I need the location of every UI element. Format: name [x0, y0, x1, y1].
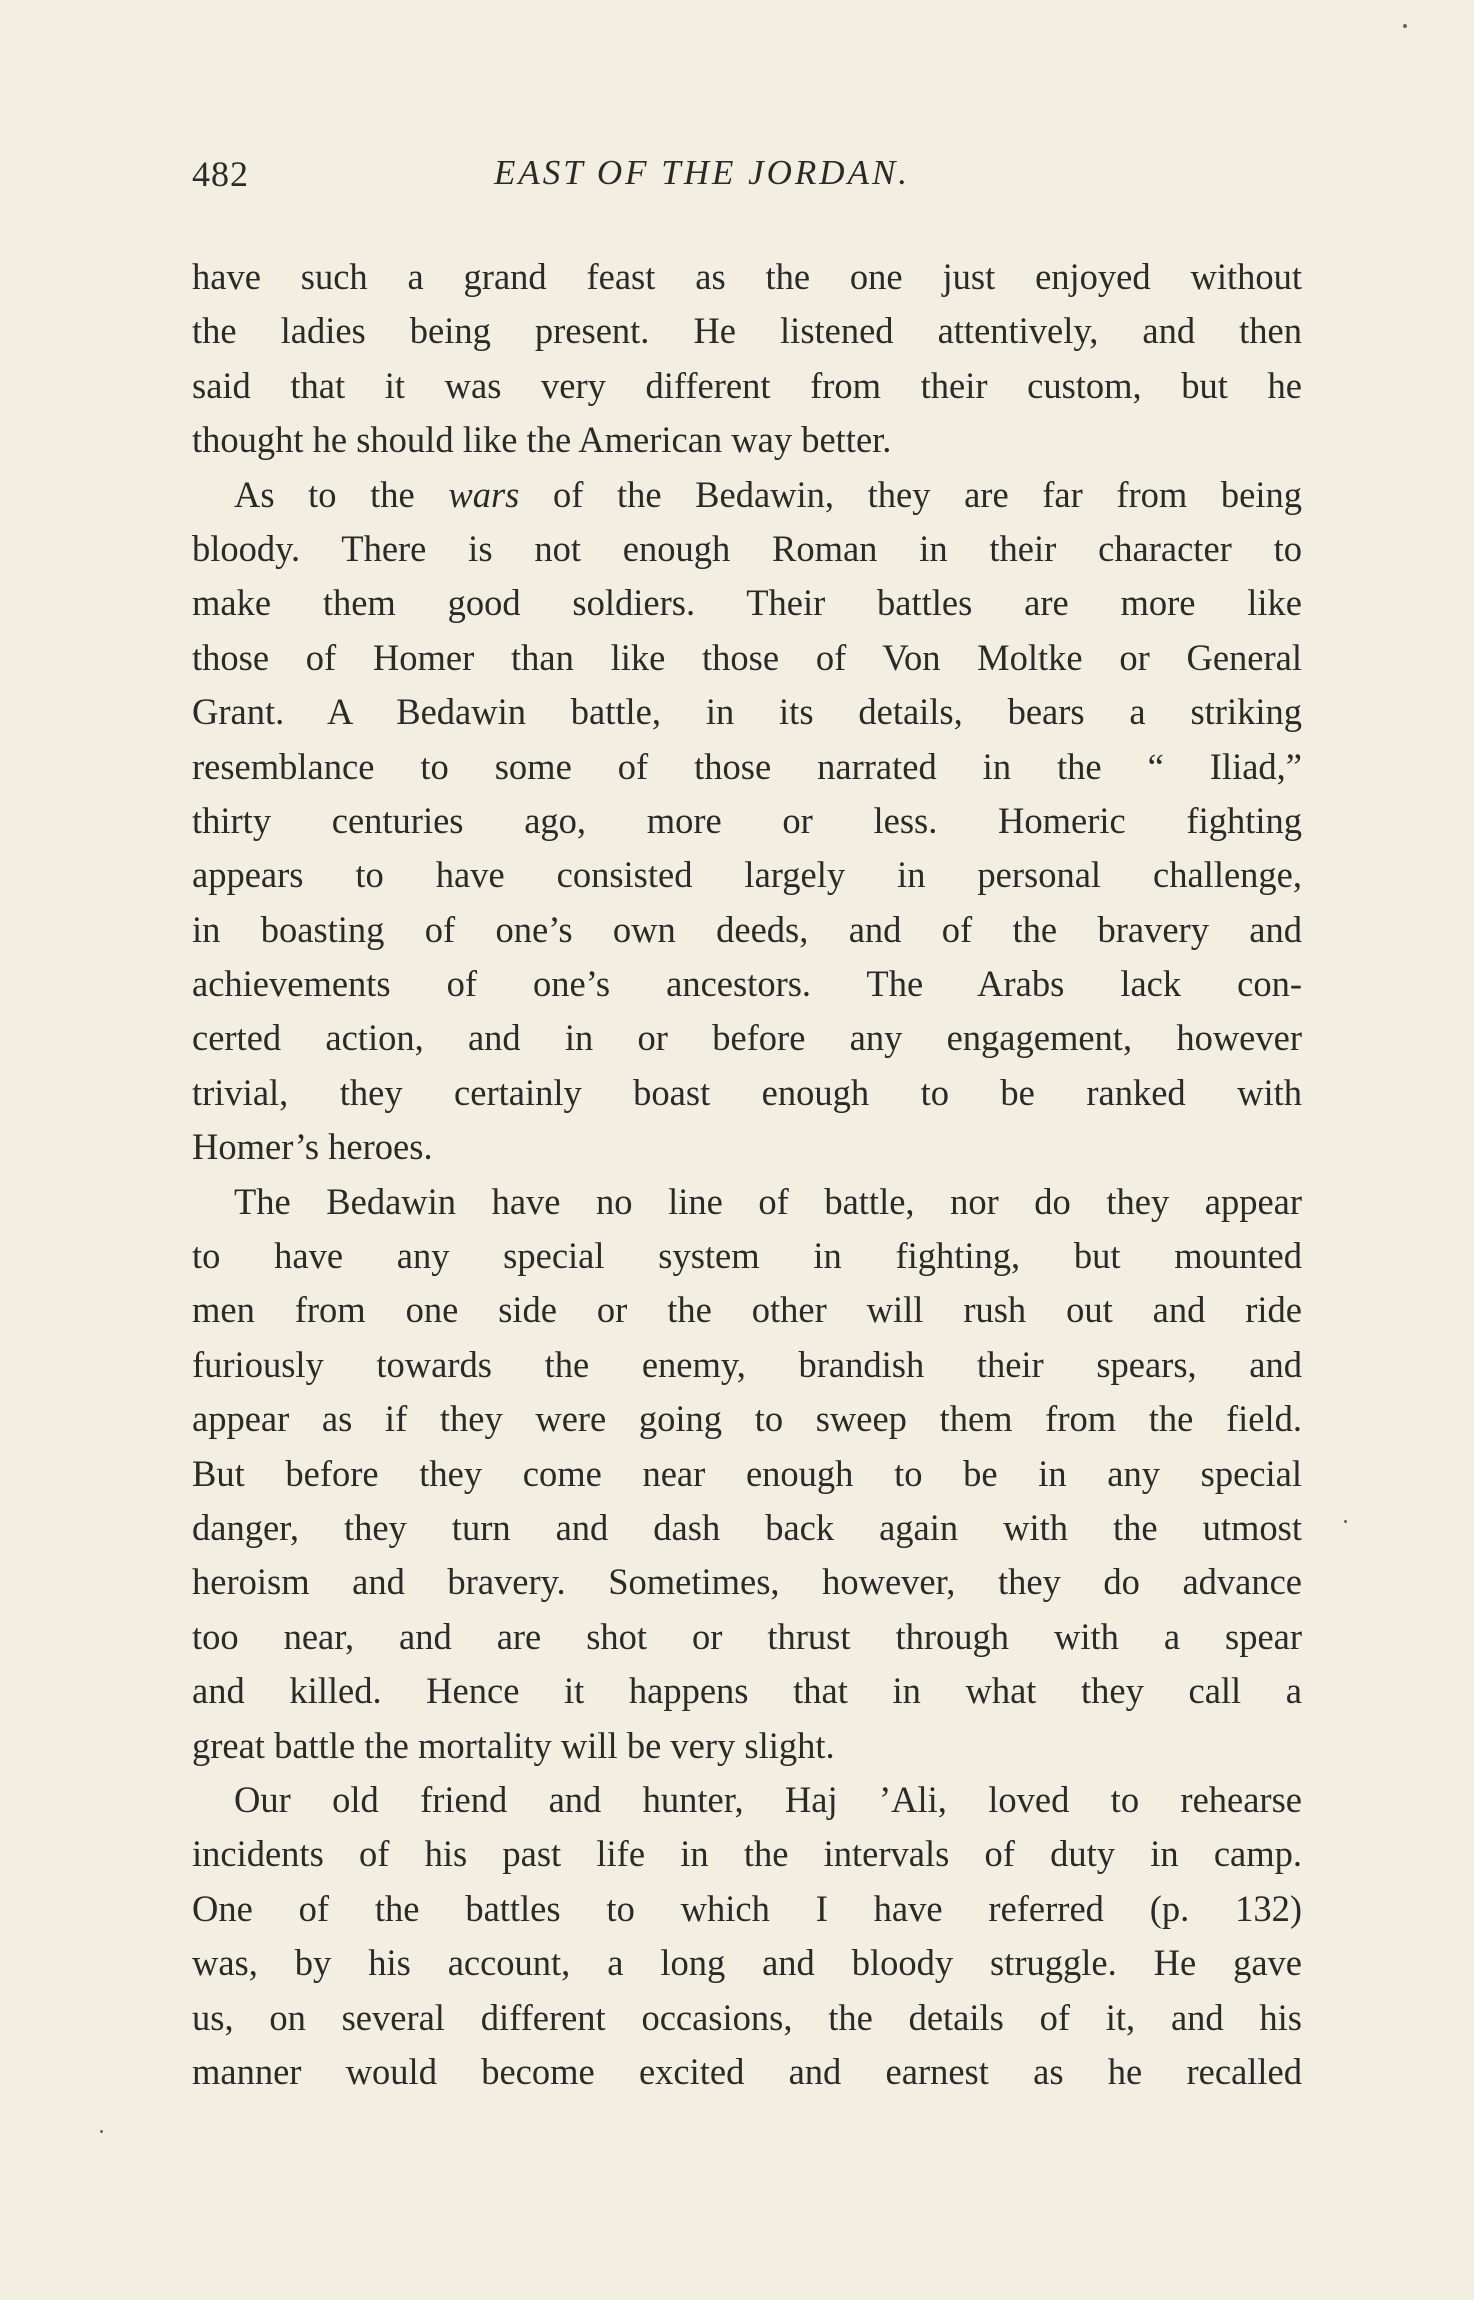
text-run: of the Bedawin, they are far from being — [552, 473, 1303, 515]
text-line: said that it was very different from their custom, but he — [192, 364, 1302, 406]
paper-speck — [1344, 1520, 1347, 1523]
text-line: was, by his account, a long and bloody struggle. He gave — [192, 1942, 1302, 1984]
text-line: the ladies being present. He listened attentively, and then — [192, 310, 1302, 352]
text-line: incidents of his past life in the intervals of duty in camp. — [192, 1833, 1302, 1875]
text-line: men from one side or the other will rush out and ride — [192, 1289, 1302, 1331]
text-line: those of Homer than like those of Von Moltke or General — [192, 636, 1302, 678]
text-line: have such a grand feast as the one just enjoyed without — [192, 256, 1302, 297]
page-header — [192, 153, 1308, 203]
body-text — [192, 250, 1302, 2099]
paper-speck — [100, 2130, 103, 2133]
text-line: thirty centuries ago, more or less. Homeric fighting — [192, 799, 1302, 841]
text-line: certed action, and in or before any engagement, however — [192, 1017, 1302, 1059]
italic-word: wars — [448, 473, 520, 515]
text-line: appears to have consisted largely in personal challenge, — [192, 854, 1302, 896]
text-line: make them good soldiers. Their battles are more like — [192, 582, 1302, 624]
text-line: Our old friend and hunter, Haj ’Ali, loved to rehearse — [234, 1778, 1302, 1820]
text-line: resemblance to some of those narrated in the “ Iliad,” — [192, 745, 1302, 787]
text-line: and killed. Hence it happens that in what they call a — [192, 1670, 1302, 1712]
paper-speck — [1403, 24, 1407, 28]
text-line — [192, 468, 1302, 522]
text-line: manner would become excited and earnest as he recalled — [192, 2050, 1302, 2092]
text-line: thought he should like the American way better. — [192, 419, 892, 461]
text-line: heroism and bravery. Sometimes, however, they do advance — [192, 1561, 1302, 1603]
text-line: Homer’s heroes. — [192, 1126, 433, 1168]
text-line: One of the battles to which I have referred (p. 132) — [192, 1887, 1302, 1929]
text-line: Grant. A Bedawin battle, in its details, bears a striking — [192, 691, 1302, 733]
text-line: too near, and are shot or thrust through with a spear — [192, 1615, 1302, 1657]
text-line: bloody. There is not enough Roman in their character to — [192, 527, 1302, 569]
text-line: to have any special system in fighting, but mounted — [192, 1235, 1302, 1277]
text-line: great battle the mortality will be very slight. — [192, 1724, 835, 1766]
text-line: us, on several different occasions, the details of it, and his — [192, 1996, 1302, 2038]
text-line: But before they come near enough to be in any special — [192, 1452, 1302, 1494]
text-line: The Bedawin have no line of battle, nor do they appear — [234, 1180, 1302, 1222]
text-line: danger, they turn and dash back again with the utmost — [192, 1506, 1302, 1548]
text-run: As to the — [234, 473, 415, 515]
text-line: trivial, they certainly boast enough to be ranked with — [192, 1071, 1302, 1113]
text-line: achievements of one’s ancestors. The Arabs lack con- — [192, 963, 1302, 1005]
text-line: appear as if they were going to sweep them from the field. — [192, 1398, 1302, 1440]
running-head: EAST OF THE JORDAN. — [494, 153, 911, 192]
text-line: in boasting of one’s own deeds, and of the bravery and — [192, 908, 1302, 950]
page-number: 482 — [192, 154, 249, 194]
text-line: furiously towards the enemy, brandish their spears, and — [192, 1343, 1302, 1385]
